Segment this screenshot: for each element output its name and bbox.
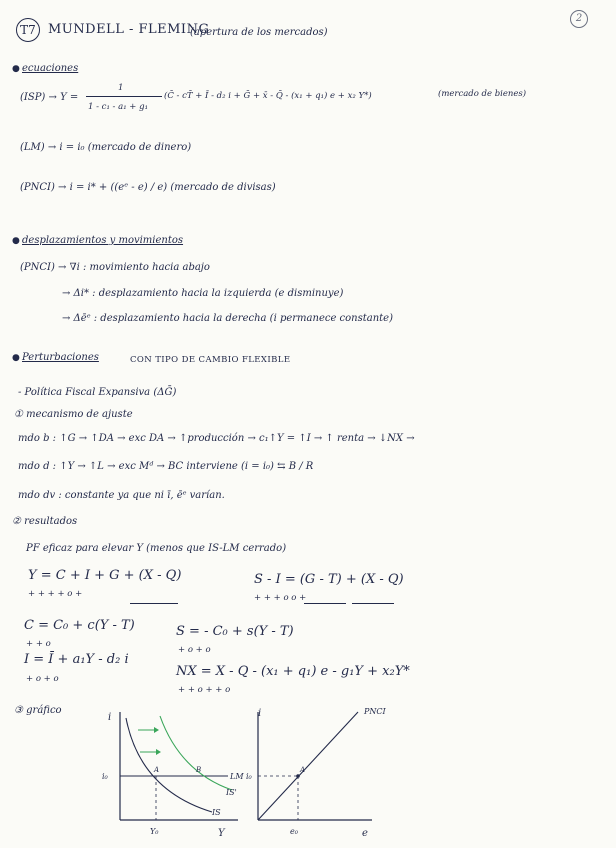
mdo-d-line: mdo d : ↑Y → ↑L → exc Mᵈ → BC interviene (i = i₀) ⇆ B / R [18,461,314,472]
is-curve [126,718,212,812]
grafico-heading: ③ gráfico [14,705,62,716]
pnci-equation: (PNCI) → i = i* + ((eᵉ - e) / e) (mercado de divisas) [20,182,276,193]
right-y-axis-label: i [258,708,262,719]
right-i0-label: i₀ [246,772,252,781]
pf-eficaz-line: PF eficaz para elevar Y (menos que IS-LM cerrado) [26,543,287,554]
lm-label: LM [230,772,244,781]
net-exports-signs: + + o + + o [178,685,231,695]
consumption-function: C = C₀ + c(Y - T) [24,618,135,633]
savings-signs: + o + o [178,645,211,655]
investment-signs: + o + o [26,674,59,684]
section-heading-ecuaciones: ecuaciones [22,63,79,74]
left-x-axis-label: Y [218,828,225,839]
topic-number-badge: T7 [16,18,40,42]
s-minus-i-identity: S - I = (G - T) + (X - Q) [254,572,404,587]
page-title: MUNDELL - FLEMING [48,22,210,37]
lm-equation: (LM) → i = i₀ (mercado de dinero) [20,142,192,153]
isp-label: (ISP) → Y = [20,92,79,103]
y-identity: Y = C + I + G + (X - Q) [28,568,182,583]
mdo-dv-line: mdo dv : constante ya que ni ī, ēᵉ varían. [18,490,225,501]
is-label: IS [212,808,221,817]
bullet-icon: ● [12,236,20,246]
section-heading-desplazamientos: desplazamientos y movimientos [22,235,184,246]
investment-function: I = Ī + a₁Y - d₂ i [24,652,129,667]
left-y-axis-label: i [108,712,112,723]
pnci-movement-line: (PNCI) → ∇i : movimiento hacia abajo [20,262,210,273]
pnci-shift-right-line: → Δēᵉ : desplazamiento hacia la derecha (i permanece constante) [62,313,394,324]
isp-fraction-denominator: 1 - c₁ - a₁ + g₁ [88,102,148,112]
right-point-a-label: A [300,766,306,774]
e0-label: e₀ [290,827,298,836]
pnci-label: PNCI [364,707,386,716]
i0-label: i₀ [102,772,108,781]
net-exports-function: NX = X - Q - (x₁ + q₁) e - g₁Y + x₂Y* [176,664,410,679]
mecanismo-heading: ① mecanismo de ajuste [14,409,133,420]
arrowhead-icon [154,727,159,733]
is-prime-curve [160,716,232,790]
point-b-label: B [196,766,202,774]
s-minus-i-signs: + + + o o + [254,593,307,603]
mdo-b-line: mdo b : ↑G → ↑DA → exc DA → ↑producción → c₁↑Y = ↑I → ↑ renta → ↓NX → [18,433,415,444]
equilibrium-point [296,774,300,778]
perturbaciones-subtitle: CON TIPO DE CAMBIO FLEXIBLE [130,355,291,365]
isp-note: (mercado de bienes) [438,89,527,99]
pnci-curve [258,712,358,820]
isp-fraction-numerator: 1 [118,83,124,93]
policy-heading: - Política Fiscal Expansiva (ΔḠ) [18,387,177,398]
bullet-icon: ● [12,64,20,74]
page-number: 2 [570,10,588,28]
resultados-heading: ② resultados [12,516,78,527]
page-subtitle: (apertura de los mercados) [190,27,328,38]
pnci-shift-left-line: → Δi* : desplazamiento hacia la izquierda (e disminuye) [62,288,344,299]
isp-equation-body: (C̄ - cT̄ + Ī - d₂ i + Ḡ + x̄ - Q̄ - (x₁ + q₁) e + x₂ Y*) [164,91,372,101]
y0-label: Y₀ [150,827,159,836]
savings-function: S = - C₀ + s(Y - T) [176,624,294,639]
point-a-label: A [154,766,160,774]
consumption-signs: + + o [26,639,51,649]
bullet-icon: ● [12,353,20,363]
is-prime-label: IS' [226,788,237,797]
section-heading-perturbaciones: Perturbaciones [22,352,99,363]
right-x-axis-label: e [362,828,368,839]
y-identity-signs: + + + + o + [28,589,83,599]
arrowhead-icon [156,749,161,755]
